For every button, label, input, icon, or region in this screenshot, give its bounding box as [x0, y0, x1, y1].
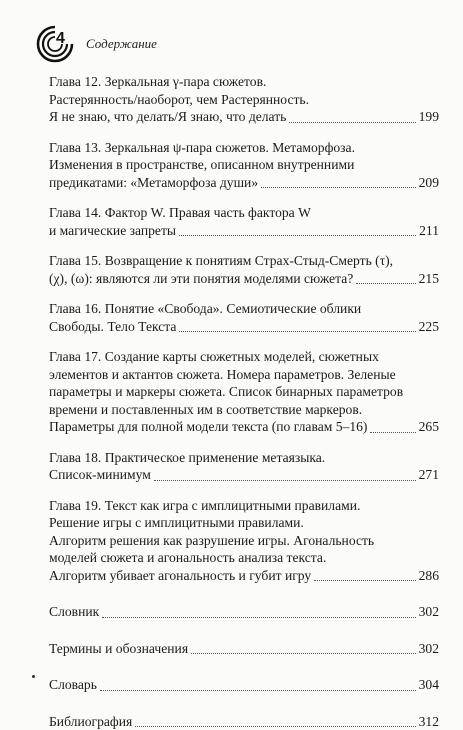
- toc-entry[interactable]: [49, 73, 439, 126]
- toc-entry-last-line: [49, 418, 439, 436]
- toc-page-number: 302: [419, 603, 439, 621]
- toc-entry-line: Глава 17. Создание карты сюжетных моделей, сюжетных: [49, 348, 439, 366]
- circle-swirl-icon: [35, 24, 75, 64]
- toc-entry-line: Изменения в пространстве, описанном внутренними: [49, 156, 439, 174]
- dot-leader: [179, 331, 415, 332]
- toc-entry-last-line: [49, 713, 439, 730]
- toc-entry[interactable]: [49, 252, 439, 287]
- toc-entry-line: Алгоритм решения как разрушение игры. Агональность: [49, 532, 439, 550]
- toc-entry-title: Словарь: [49, 676, 97, 694]
- toc-entry-last-line: [49, 174, 439, 192]
- toc-entry-line: Глава 19. Текст как игра с имплицитными правилами.: [49, 497, 439, 515]
- toc-page-number: 286: [419, 567, 439, 585]
- toc-entry-title: Термины и обозначения: [49, 640, 188, 658]
- dot-leader: [135, 726, 415, 727]
- running-head: Содержание: [86, 36, 157, 52]
- dot-leader: [289, 122, 415, 123]
- page-header: [35, 24, 435, 64]
- toc-entry-line: Глава 12. Зеркальная γ-пара сюжетов.: [49, 73, 439, 91]
- toc-entry[interactable]: [49, 713, 439, 730]
- toc-entry-line: Глава 14. Фактор W. Правая часть фактора W: [49, 204, 439, 222]
- dot-leader: [356, 283, 415, 284]
- toc-entry-line: Глава 18. Практическое применение метаязыка.: [49, 449, 439, 467]
- toc-entry-last-line: [49, 318, 439, 336]
- dot-leader: [314, 580, 415, 581]
- toc-entry-last-line: [49, 676, 439, 694]
- dot-leader: [370, 432, 415, 433]
- toc-entry[interactable]: [49, 204, 439, 239]
- toc-page-number: 312: [419, 713, 439, 730]
- toc-page-number: 209: [419, 174, 439, 192]
- toc-entry-title: Библиография: [49, 713, 132, 730]
- toc-page-number: 302: [419, 640, 439, 658]
- toc-entry-last-line: [49, 222, 439, 240]
- toc-entry-line: Глава 13. Зеркальная ψ-пара сюжетов. Метаморфоза.: [49, 139, 439, 157]
- toc-entry[interactable]: [49, 348, 439, 436]
- toc-page-number: 211: [419, 222, 439, 240]
- dot-leader: [154, 480, 416, 481]
- toc-entry-title: Я не знаю, что делать/Я знаю, что делать: [49, 108, 286, 126]
- toc-entry-last-line: [49, 270, 439, 288]
- toc-entry-title: Свободы. Тело Текста: [49, 318, 176, 336]
- toc-entry-title: Список-минимум: [49, 466, 151, 484]
- toc-entry-last-line: [49, 108, 439, 126]
- toc-entry-last-line: [49, 640, 439, 658]
- toc-entry[interactable]: [49, 449, 439, 484]
- toc-entry-title: Параметры для полной модели текста (по главам 5–16): [49, 418, 367, 436]
- toc-entry[interactable]: [49, 676, 439, 694]
- dot-leader: [179, 235, 416, 236]
- toc-entry-title: и магические запреты: [49, 222, 176, 240]
- dot-leader: [191, 653, 416, 654]
- toc-page-number: 215: [419, 270, 439, 288]
- toc-page-number: 199: [419, 108, 439, 126]
- dot-leader: [261, 187, 415, 188]
- toc-entry-title: (χ), (ω): являются ли эти понятия моделями сюжета?: [49, 270, 353, 288]
- toc-entry-line: Глава 16. Понятие «Свобода». Семиотические облики: [49, 300, 439, 318]
- toc-page-number: 271: [419, 466, 439, 484]
- toc-entry[interactable]: [49, 640, 439, 658]
- toc-entry-last-line: [49, 567, 439, 585]
- toc-entry-title: Алгоритм убивает агональность и губит игру: [49, 567, 311, 585]
- toc-entry-line: времени и поставленных им в соответствие маркеров.: [49, 401, 439, 419]
- toc-page-number: 225: [419, 318, 439, 336]
- toc-entry-line: Решение игры с имплицитными правилами.: [49, 514, 439, 532]
- toc-entry[interactable]: [49, 300, 439, 335]
- ink-dot: [32, 675, 35, 678]
- toc-entry-title: предикатами: «Метаморфоза души»: [49, 174, 258, 192]
- toc-entry-last-line: [49, 603, 439, 621]
- toc-entry-line: Растерянность/наоборот, чем Растерянность.: [49, 91, 439, 109]
- toc-entry-line: параметры и маркеры сюжета. Список бинарных параметров: [49, 383, 439, 401]
- toc-entry[interactable]: [49, 139, 439, 192]
- table-of-contents: [49, 73, 439, 730]
- dot-leader: [102, 617, 415, 618]
- toc-entry[interactable]: [49, 603, 439, 621]
- dot-leader: [100, 690, 416, 691]
- toc-page-number: 265: [419, 418, 439, 436]
- toc-entry[interactable]: [49, 497, 439, 585]
- page-number: 4: [56, 30, 65, 48]
- toc-page-number: 304: [419, 676, 439, 694]
- toc-entry-line: моделей сюжета и агональность анализа текста.: [49, 549, 439, 567]
- toc-entry-line: элементов и актантов сюжета. Номера параметров. Зеленые: [49, 366, 439, 384]
- toc-entry-line: Глава 15. Возвращение к понятиям Страх-Стыд-Смерть (τ),: [49, 252, 439, 270]
- toc-entry-title: Словник: [49, 603, 99, 621]
- toc-entry-last-line: [49, 466, 439, 484]
